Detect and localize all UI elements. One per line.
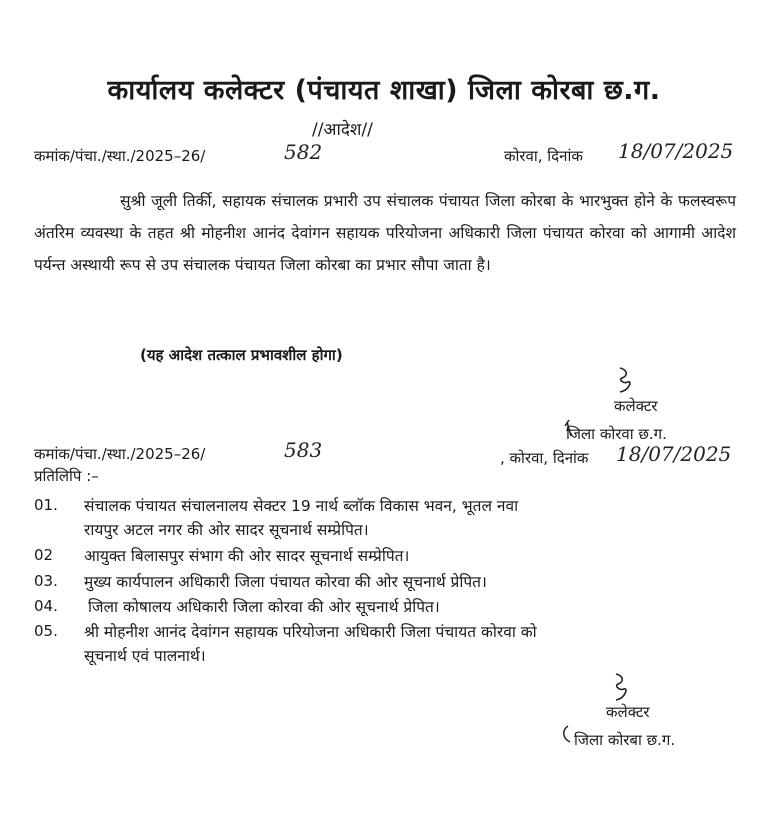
list-item-number: 04. [34, 597, 58, 615]
list-item-text-cont: सूचनार्थ एवं पालनार्थ। [84, 647, 206, 665]
copy-ref-number: 583 [284, 438, 323, 462]
list-item-text: श्री मोहनीश आनंद देवांगन सहायक परियोजना अधिकारी जिला पंचायत कोरवा को [84, 623, 537, 641]
list-item-text: आयुक्त बिलासपुर संभाग की ओर सादर सूचनार्थ सम्प्रेपित। [84, 547, 410, 565]
signatory-district: जिला कोरवा छ.ग. [566, 425, 667, 443]
office-title: कार्यालय कलेक्टर (पंचायत शाखा) जिला कोरबा छ.ग. [107, 75, 661, 106]
initial-mark [563, 418, 577, 438]
copy-place-date: , कोरवा, दिनांक [500, 449, 589, 467]
order-paragraph-text: सुश्री जूली तिर्की, सहायक संचालक प्रभारी उप संचालक पंचायत जिला कोरबा के भारभुक्त होने के फलस्वरूप अंतरिम व्यवस्था के तहत श्री मोहनीश आनंद देवांगन सहायक परियोजना अधिकारी जिला पंचायत कोरवा को आगामी आदेश पर्यन्त अस्थायी रूप से उप संचालक पंचायत जिला कोरबा का प्रभार सौपा जाता है। [34, 192, 736, 274]
order-ref-number: 582 [284, 140, 323, 164]
list-item-number: 05. [34, 622, 58, 640]
list-item-number: 03. [34, 572, 58, 590]
signatory-title: कलेक्टर [614, 397, 658, 415]
copy-date: 18/07/2025 [616, 442, 732, 466]
order-heading: //आदेश// [312, 120, 373, 140]
list-item-text: जिला कोषालय अधिकारी जिला कोरवा की ओर सूचनार्थ प्रेपित। [88, 598, 440, 616]
copy-label: प्रतिलिपि :– [34, 467, 99, 485]
signatory-district: जिला कोरबा छ.ग. [574, 731, 676, 749]
signature-mark [610, 672, 632, 702]
list-item-text-cont: रायपुर अटल नगर की ओर सादर सूचनार्थ सम्प्रेपित। [84, 521, 369, 539]
list-item-number: 02 [34, 546, 54, 564]
signatory-title: कलेक्टर [606, 703, 650, 721]
order-date: 18/07/2025 [618, 139, 734, 163]
list-item-text: संचालक पंचायत संचालनालय सेक्टर 19 नार्थ ब्लॉक विकास भवन, भूतल नवा [84, 497, 519, 515]
list-item-number: 01. [34, 496, 58, 514]
order-place-date: कोरवा, दिनांक [504, 147, 583, 165]
effect-note: (यह आदेश तत्काल प्रभावशील होगा) [140, 346, 343, 364]
order-paragraph [34, 185, 736, 281]
order-ref-prefix: कमांक/पंचा./स्था./2025–26/ [34, 147, 206, 165]
copy-ref-prefix: कमांक/पंचा./स्था./2025–26/ [34, 445, 206, 463]
list-item-text: मुख्य कार्यपालन अधिकारी जिला पंचायत कोरवा की ओर सूचनार्थ प्रेपित। [84, 573, 487, 591]
initial-mark [560, 724, 574, 744]
signature-mark [614, 366, 636, 394]
